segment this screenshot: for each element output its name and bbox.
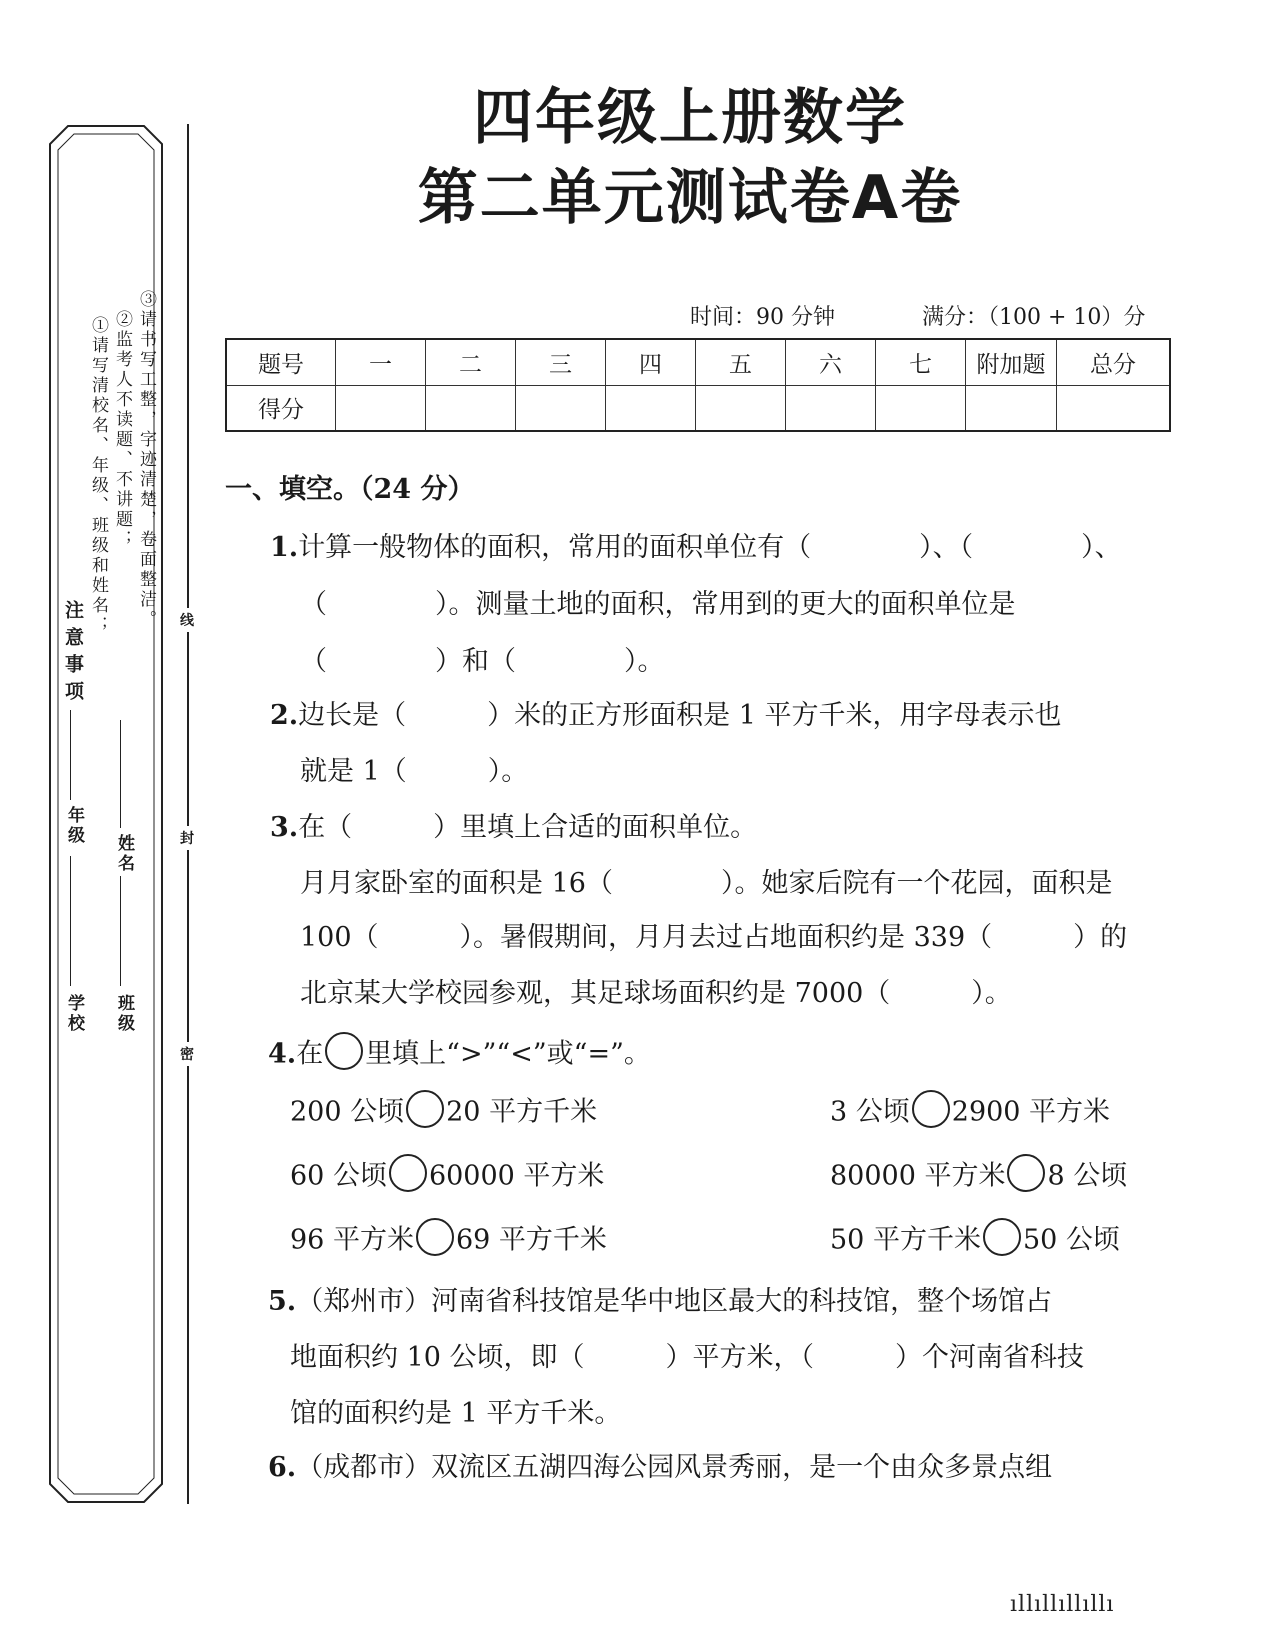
compare-answer-circle[interactable]: [389, 1154, 427, 1192]
compare-item: [290, 1162, 604, 1192]
question-number: 1.: [270, 532, 299, 563]
question-5-line-3: 馆的面积约是 1 平方千米。: [290, 1398, 622, 1429]
question-3-line-2: 月月家卧室的面积是 16（ ）。她家后院有一个花园，面积是: [300, 868, 1113, 899]
seal-word-mi: 密: [180, 1042, 194, 1066]
question-2-line-1: [270, 702, 1062, 729]
question-5-line-1: [268, 1288, 1052, 1315]
compare-left: 80000 平方米: [830, 1160, 1006, 1192]
compare-item: [830, 1162, 1127, 1192]
score-cell[interactable]: [606, 385, 696, 431]
page-subtitle: 第二单元测试卷A卷: [417, 163, 963, 233]
score-table-score-row: [226, 385, 1170, 431]
name-label: 姓名: [114, 834, 134, 874]
compare-right: 2900 平方米: [951, 1096, 1111, 1128]
compare-answer-circle[interactable]: [1007, 1154, 1045, 1192]
table-header-cell: 七: [876, 339, 966, 385]
score-cell[interactable]: [1057, 385, 1171, 431]
question-text: 在（ ）里填上合适的面积单位。: [298, 812, 758, 843]
grade-label: 年级: [64, 806, 84, 846]
score-cell[interactable]: [336, 385, 426, 431]
score-cell[interactable]: [876, 385, 966, 431]
question-text: 在: [296, 1038, 324, 1070]
question-3-line-3: 100（ ）。暑假期间，月月去过占地面积约是 339（ ）的: [300, 922, 1128, 953]
table-header-cell: 六: [786, 339, 876, 385]
table-header-cell: 二: [426, 339, 516, 385]
circle-icon: [325, 1032, 363, 1070]
compare-item: [830, 1226, 1120, 1256]
seal-cut-line: [187, 124, 189, 1504]
class-blank[interactable]: [120, 876, 121, 986]
compare-answer-circle[interactable]: [983, 1218, 1021, 1256]
question-number: 4.: [268, 1038, 297, 1070]
compare-left: 3 公顷: [830, 1096, 910, 1128]
table-header-cell: 题号: [226, 339, 336, 385]
question-6-line-1: [268, 1454, 1052, 1481]
compare-right: 60000 平方米: [428, 1160, 605, 1192]
compare-left: 96 平方米: [290, 1224, 414, 1256]
compare-right: 50 公顷: [1022, 1224, 1120, 1256]
table-header-cell: 总分: [1057, 339, 1171, 385]
compare-item: [290, 1226, 607, 1256]
question-4-line-1: [268, 1040, 651, 1070]
compare-left: 60 公顷: [290, 1160, 387, 1192]
question-number: 2.: [270, 700, 299, 731]
question-text: 计算一般物体的面积，常用的面积单位有（ ）、（ ）、: [298, 532, 1122, 563]
score-table: [225, 338, 1171, 432]
question-number: 3.: [270, 812, 299, 843]
score-cell[interactable]: [426, 385, 516, 431]
compare-right: 20 平方千米: [446, 1096, 598, 1128]
note-2: ②监考人不读题、不讲题；: [112, 310, 132, 550]
seal-word-xian: 线: [180, 608, 194, 632]
question-2-line-2: 就是 1（ ）。: [300, 756, 529, 787]
seal-word-feng: 封: [180, 826, 194, 850]
section-1-title: 一、填空。（24 分）: [225, 474, 475, 505]
question-1-line-1: [270, 534, 1122, 561]
exam-time: 时间：90 分钟: [690, 305, 835, 330]
score-table-header-row: [226, 339, 1170, 385]
score-cell[interactable]: [966, 385, 1057, 431]
page-title: 四年级上册数学: [473, 83, 907, 153]
full-score: 满分：（100 + 10）分: [922, 305, 1146, 330]
score-cell[interactable]: [696, 385, 786, 431]
name-blank[interactable]: [120, 720, 121, 828]
compare-answer-circle[interactable]: [406, 1090, 444, 1128]
compare-item: [830, 1098, 1110, 1128]
compare-answer-circle[interactable]: [416, 1218, 454, 1256]
compare-right: 8 公顷: [1047, 1160, 1128, 1192]
compare-answer-circle[interactable]: [912, 1090, 950, 1128]
table-row-label: 得分: [226, 385, 336, 431]
compare-item: [290, 1098, 597, 1128]
table-header-cell: 四: [606, 339, 696, 385]
question-text: （成都市）双流区五湖四海公园风景秀丽，是一个由众多景点组: [296, 1452, 1053, 1483]
compare-right: 69 平方千米: [455, 1224, 607, 1256]
question-3-line-4: 北京某大学校园参观，其足球场面积约是 7000（ ）。: [300, 978, 1012, 1009]
question-3-line-1: [270, 814, 757, 841]
compare-left: 200 公顷: [290, 1096, 405, 1128]
table-header-cell: 附加题: [966, 339, 1057, 385]
notes-heading: 注意事项: [62, 600, 84, 708]
compare-left: 50 平方千米: [830, 1224, 981, 1256]
grade-blank[interactable]: [70, 710, 71, 800]
class-label: 班级: [114, 994, 134, 1034]
question-number: 6.: [268, 1452, 297, 1483]
school-blank[interactable]: [70, 856, 71, 986]
question-1-line-3: （ ）和（ ）。: [300, 646, 665, 677]
note-3: ③请书写工整，字迹清楚，卷面整洁。: [136, 290, 156, 630]
score-cell[interactable]: [516, 385, 606, 431]
school-label: 学校: [64, 994, 84, 1034]
table-header-cell: 三: [516, 339, 606, 385]
question-number: 5.: [268, 1286, 297, 1317]
question-text: 边长是（ ）米的正方形面积是 1 平方千米，用字母表示也: [298, 700, 1062, 731]
question-1-line-2: （ ）。测量土地的面积，常用到的更大的面积单位是: [300, 589, 1016, 620]
note-1: ①请写清校名、年级、班级和姓名；: [88, 316, 108, 636]
question-text: （郑州市）河南省科技馆是华中地区最大的科技馆，整个场馆占: [296, 1286, 1053, 1317]
watermark: ıllıllıllıllı: [1010, 1592, 1115, 1617]
table-header-cell: 五: [696, 339, 786, 385]
question-5-line-2: 地面积约 10 公顷，即（ ）平方米，（ ）个河南省科技: [290, 1342, 1085, 1373]
table-header-cell: 一: [336, 339, 426, 385]
score-cell[interactable]: [786, 385, 876, 431]
question-text: 里填上“>”“<”或“=”。: [365, 1038, 651, 1070]
